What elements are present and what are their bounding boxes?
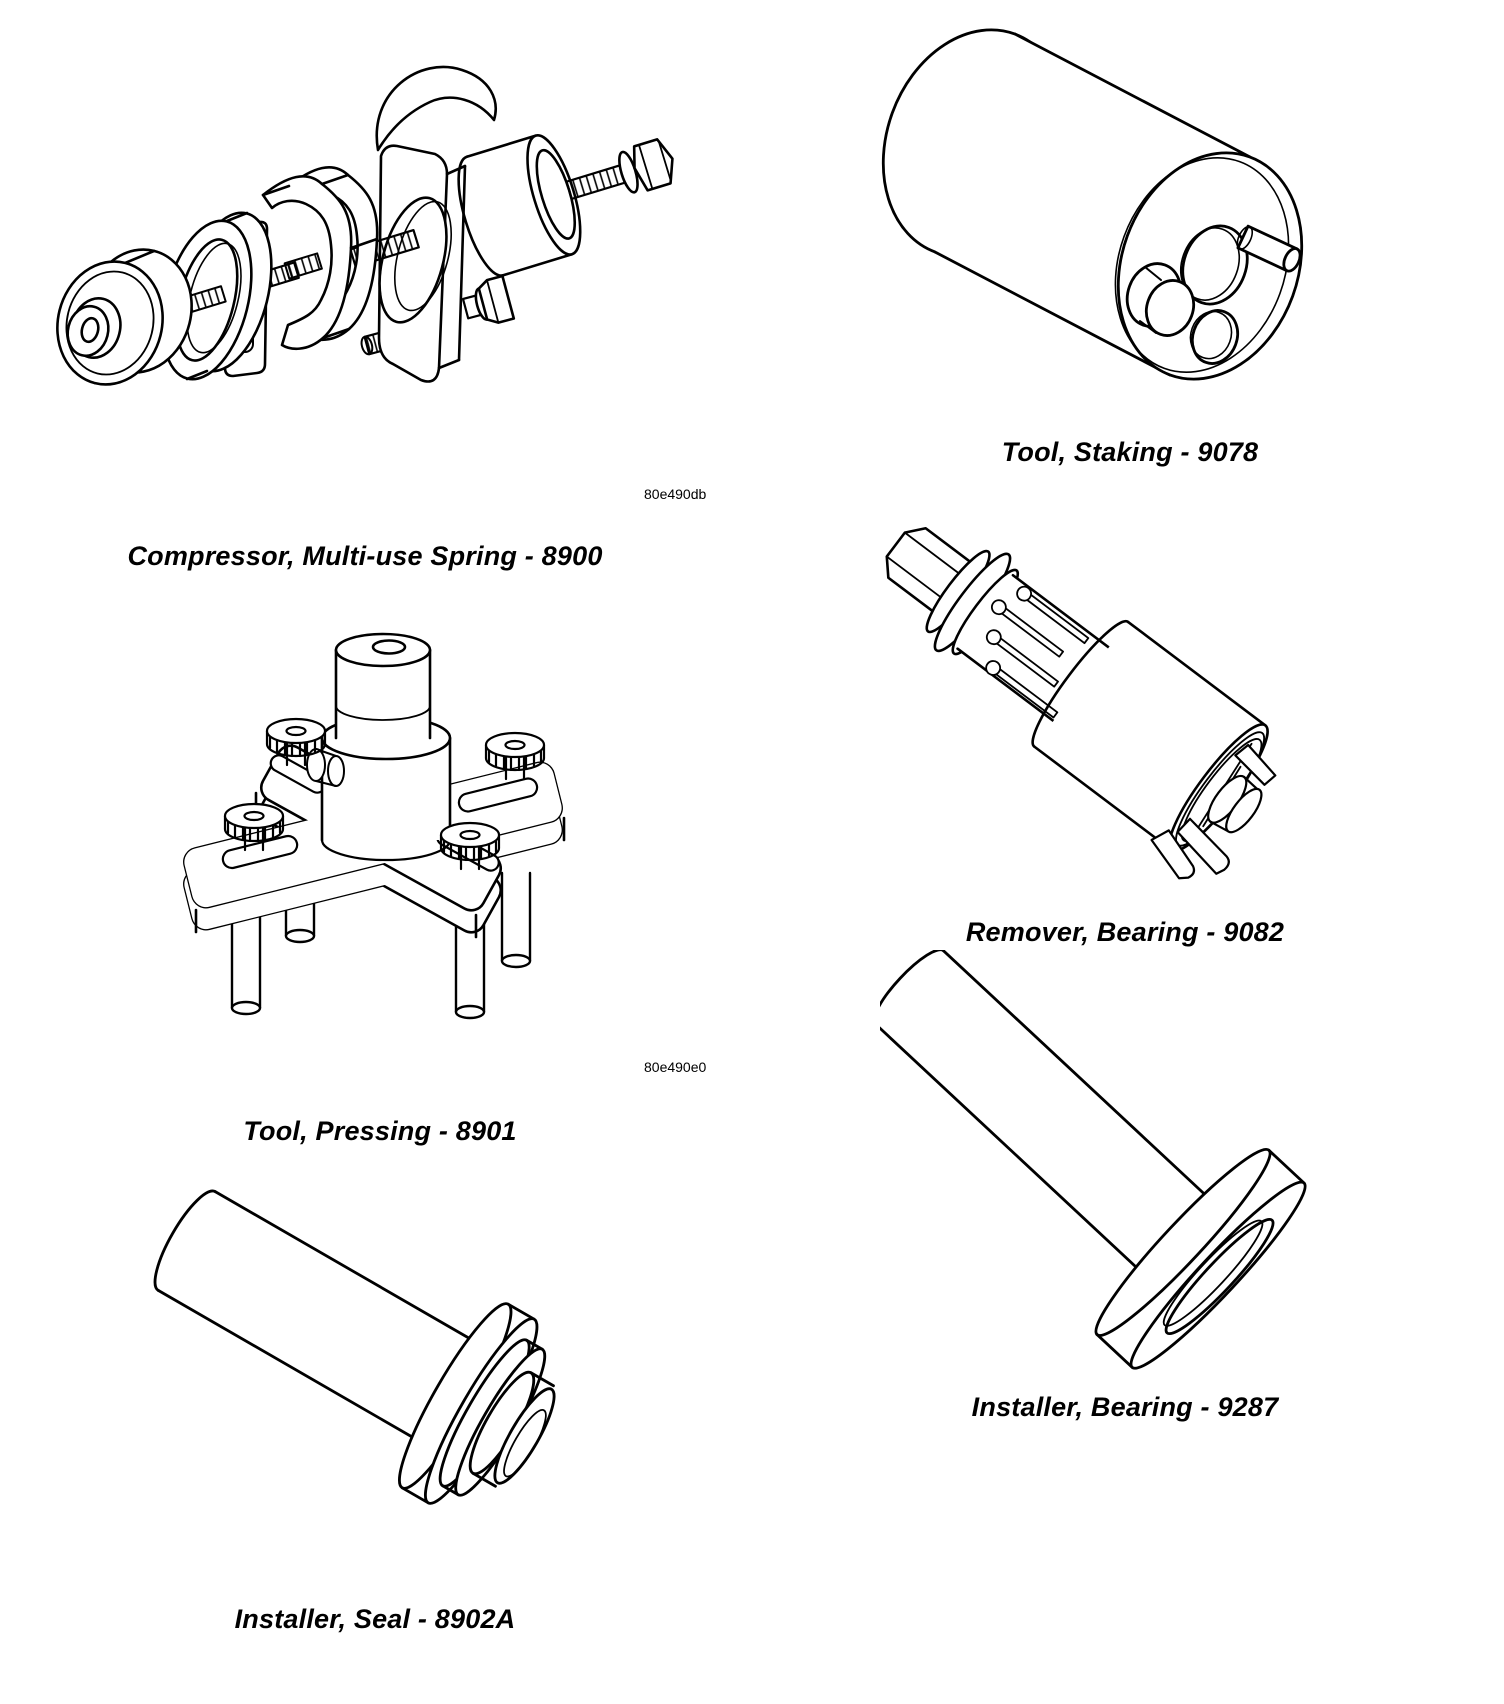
caption-bearing-remover: Remover, Bearing - 9082 <box>965 917 1285 947</box>
rod-in-saddle <box>285 253 322 278</box>
spring-compressor-illustration <box>35 8 715 448</box>
caption-spring-compressor: Compressor, Multi-use Spring - 8900 <box>127 541 603 571</box>
drawing-code-8900: 80e490db <box>644 486 707 502</box>
staking-tool-illustration <box>845 15 1305 415</box>
seal-installer-illustration <box>120 1180 620 1580</box>
installer-tube <box>880 950 1217 1279</box>
bearing-installer-illustration <box>880 950 1320 1390</box>
drawing-code-8901: 80e490e0 <box>644 1059 707 1075</box>
bearing-remover-illustration <box>845 475 1305 887</box>
compressor-bolt-head <box>460 276 514 330</box>
caption-seal-installer: Installer, Seal - 8902A <box>234 1604 516 1634</box>
caption-pressing-tool: Tool, Pressing - 8901 <box>243 1116 517 1146</box>
compressor-drum-and-screw <box>448 99 691 281</box>
caption-staking-tool: Tool, Staking - 9078 <box>1001 437 1259 467</box>
caption-bearing-installer: Installer, Bearing - 9287 <box>971 1392 1279 1422</box>
compressor-saddle <box>263 167 377 348</box>
center-column <box>322 634 450 860</box>
pressing-tool-illustration <box>168 588 592 1020</box>
